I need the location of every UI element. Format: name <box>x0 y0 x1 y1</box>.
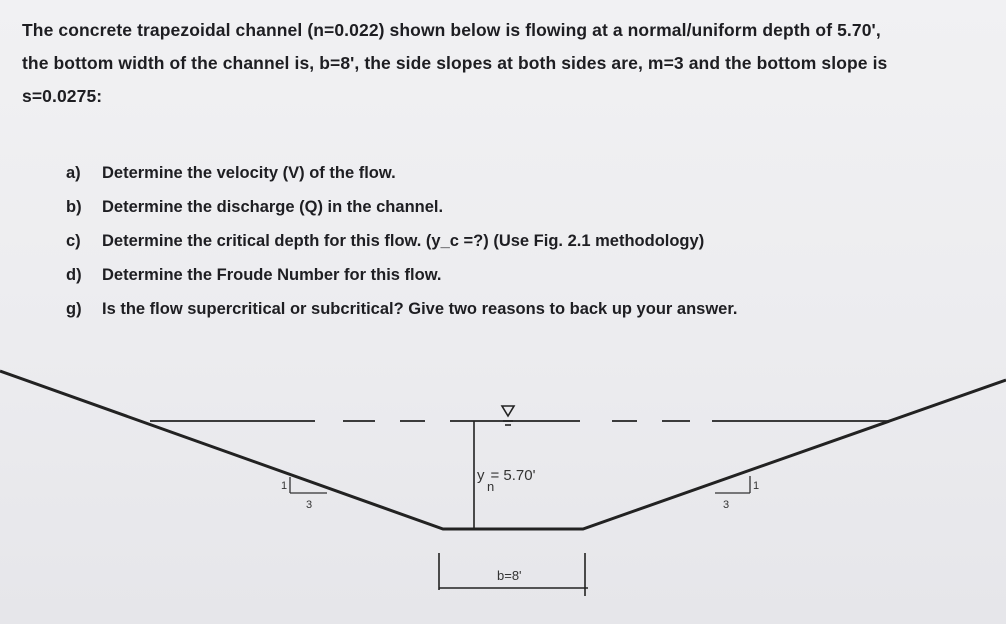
problem-line-3: s=0.0275: <box>22 86 103 106</box>
question-item-d <box>66 262 966 296</box>
water-surface-symbol <box>502 406 514 425</box>
question-text: Determine the critical depth for this flow. (y_c =?) (Use Fig. 2.1 methodology) <box>102 232 705 250</box>
problem-line-2: the bottom width of the channel is, b=8', the side slopes at both sides are, m=3 and the bottom slope is <box>22 53 888 73</box>
problem-statement <box>22 14 987 113</box>
depth-label-subscript: n <box>487 479 495 494</box>
channel-boundary <box>0 371 1006 529</box>
question-marker: b) <box>66 198 82 216</box>
question-list <box>66 160 966 330</box>
question-marker: c) <box>66 232 81 250</box>
depth-label: y = 5.70' <box>477 467 536 484</box>
channel-cross-section-figure <box>0 340 1006 624</box>
question-item-g <box>66 296 966 330</box>
width-label: b=8' <box>497 568 522 583</box>
question-text: Determine the Froude Number for this flow. <box>102 266 442 284</box>
question-marker: g) <box>66 300 82 318</box>
question-item-b <box>66 194 966 228</box>
question-marker: a) <box>66 164 81 182</box>
right-slope-rise-label: 1 <box>753 480 760 492</box>
question-item-c <box>66 228 966 262</box>
question-marker: d) <box>66 266 82 284</box>
problem-line-1: The concrete trapezoidal channel (n=0.022) shown below is flowing at a normal/uniform depth of 5.70', <box>22 20 881 40</box>
left-slope-run-label: 3 <box>306 499 313 511</box>
right-slope-run-label: 3 <box>723 499 730 511</box>
right-slope-indicator <box>715 476 750 493</box>
question-text: Determine the velocity (V) of the flow. <box>102 164 396 182</box>
question-text: Is the flow supercritical or subcritical? Give two reasons to back up your answer. <box>102 300 738 318</box>
question-item-a <box>66 160 966 194</box>
question-text: Determine the discharge (Q) in the channel. <box>102 198 444 216</box>
left-slope-rise-label: 1 <box>281 480 288 492</box>
